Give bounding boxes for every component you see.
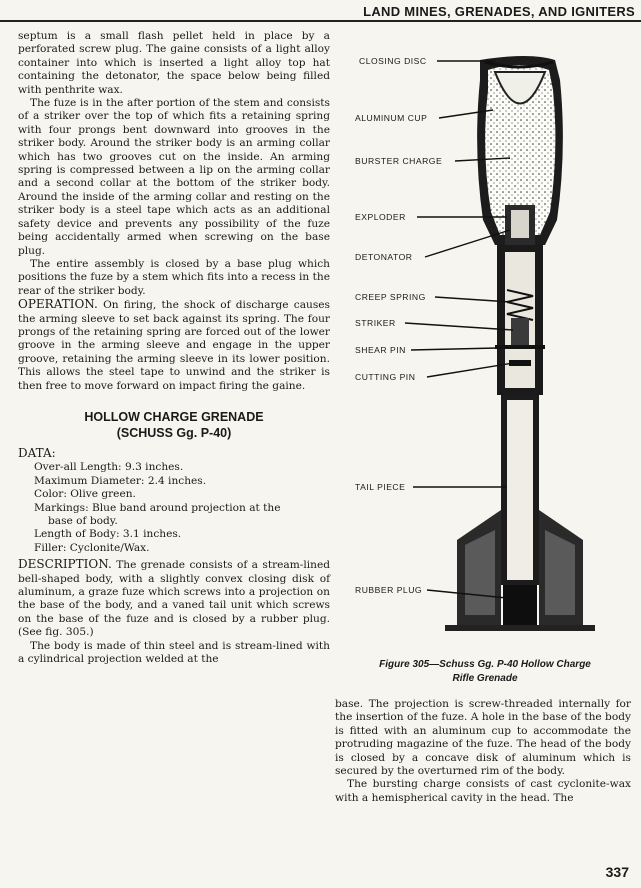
label-burster-charge: BURSTER CHARGE <box>355 156 443 166</box>
label-detonator: DETONATOR <box>355 252 413 262</box>
page-number: 337 <box>605 864 629 880</box>
left-column <box>18 30 330 666</box>
data-list <box>34 461 330 555</box>
label-shear-pin: SHEAR PIN <box>355 345 406 355</box>
description-paragraph <box>18 558 330 639</box>
label-exploder: EXPLODER <box>355 212 406 222</box>
operation-paragraph <box>18 298 330 393</box>
grenade-cross-section <box>345 40 635 640</box>
paragraph: The fuze is in the after portion of the stem and consists of a striker over the top of which fits a retaining spring with four prongs bent downward into grooves in the striker body. Around the striker body is an arming collar which has two grooves cut on the inside. An arming spring is compressed between a lip on the arming collar and a second collar at the bottom of the striker body. Around the inside of the arming collar and resting on the striker body is a steel tape which acts as an additional safety device and prevents any possibility of the fuze being accidentally armed when screwing on the base plug. <box>18 97 330 257</box>
operation-heading: OPERATION. <box>18 297 98 312</box>
data-color: Color: Olive green. <box>34 488 136 501</box>
label-aluminum-cup: ALUMINUM CUP <box>355 113 428 123</box>
grenade-figure <box>345 40 635 640</box>
data-length: Over-all Length: 9.3 inches. <box>34 461 184 474</box>
caption-line-2: Rifle Grenade <box>452 673 518 684</box>
data-filler: Filler: Cyclonite/Wax. <box>34 541 150 554</box>
paragraph: The body is made of thin steel and is stream-lined with a cylindrical projection welded at the <box>18 639 330 666</box>
paragraph: The bursting charge consists of cast cyclonite-wax with a hemispherical cavity in the head. The <box>335 778 631 804</box>
data-markings: Markings: Blue band around projection at the <box>34 501 281 514</box>
paragraph: septum is a small flash pellet held in place by a perforated screw plug. The gaine consists of a light alloy container into which is inserted a light alloy top hat containing the detonator, the space below being filled with penthrite wax. <box>18 30 330 96</box>
section-title-line-2: (SCHUSS Gg. P-40) <box>116 425 232 440</box>
data-markings-cont: base of body. <box>48 515 118 527</box>
description-text: The grenade consists of a stream-lined bell-shaped body, with a slightly convex closing disk of aluminum, a graze fuze which screws into a projection on the base of the body, and a vaned tail unit which screws on the base of the fuze and is closed by a rubber plug. (See fig. 305.) <box>18 559 331 639</box>
running-header: LAND MINES, GRENADES, AND IGNITERS <box>363 4 635 19</box>
label-striker: STRIKER <box>355 318 396 328</box>
description-heading: DESCRIPTION. <box>18 557 112 572</box>
label-closing-disc: CLOSING DISC <box>359 56 427 66</box>
label-tail-piece: TAIL PIECE <box>355 482 406 492</box>
right-column <box>335 698 631 805</box>
operation-text: On firing, the shock of discharge causes the arming sleeve to set back against its spring. The four prongs of the retaining spring are forced out of the lower groove in the arming sleeve and engage in the upper groove, retaining the arming sleeve in its lower position. This allows the steel tape to unwind and the striker is then free to move forward on impact firing the gaine. <box>18 299 330 392</box>
section-title <box>18 409 330 441</box>
paragraph: base. The projection is screw-threaded internally for the insertion of the fuze. A hole in the base of the body is fitted with an aluminum cup to accommodate the protruding magazine of the fuze. The head of the body is closed by a concave disk of aluminum which is secured by the overturned rim of the body. <box>335 698 631 778</box>
header-rule <box>0 20 641 22</box>
label-creep-spring: CREEP SPRING <box>355 292 426 302</box>
data-heading: DATA: <box>18 445 56 460</box>
data-diameter: Maximum Diameter: 2.4 inches. <box>34 474 207 487</box>
caption-line-1: Figure 305—Schuss Gg. P-40 Hollow Charge <box>379 659 591 670</box>
label-cutting-pin: CUTTING PIN <box>355 372 416 382</box>
data-body-length: Length of Body: 3.1 inches. <box>34 528 182 541</box>
paragraph: The entire assembly is closed by a base plug which positions the fuze by a stem which fits into a recess in the rear of the striker body. <box>18 257 330 297</box>
label-rubber-plug: RUBBER PLUG <box>355 585 423 595</box>
section-title-line-1: HOLLOW CHARGE GRENADE <box>84 409 264 424</box>
figure-caption <box>350 658 620 686</box>
